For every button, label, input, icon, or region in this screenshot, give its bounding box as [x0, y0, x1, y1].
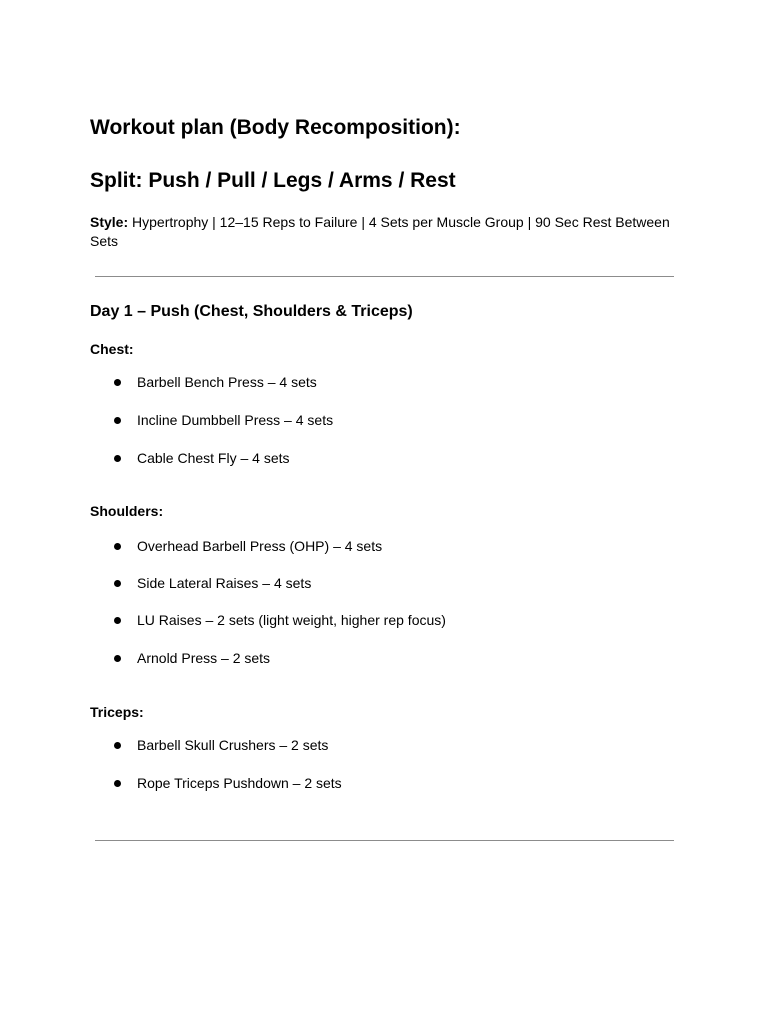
style-label: Style: [90, 214, 129, 230]
bullet-icon [114, 617, 121, 624]
document-title: Workout plan (Body Recomposition): [90, 116, 461, 139]
list-item-text: Arnold Press – 2 sets [137, 650, 271, 666]
list-item [112, 450, 290, 466]
list-item [112, 575, 311, 591]
bullet-icon [114, 417, 121, 424]
group-label-shoulders: Shoulders: [90, 503, 164, 519]
bullet-icon [114, 379, 121, 386]
list-item-text: Overhead Barbell Press (OHP) – 4 sets [137, 538, 383, 554]
list-item [112, 650, 270, 666]
bullet-icon [114, 455, 121, 462]
list-item-text: Rope Triceps Pushdown – 2 sets [137, 775, 342, 791]
group-label-chest: Chest: [90, 341, 134, 357]
list-item-text: Barbell Skull Crushers – 2 sets [137, 737, 329, 753]
bullet-icon [114, 655, 121, 662]
group-label-triceps: Triceps: [90, 704, 144, 720]
style-text: Hypertrophy | 12–15 Reps to Failure | 4 Sets per Muscle Group | 90 Sec Rest Between Sets [90, 214, 670, 249]
list-item-text: Cable Chest Fly – 4 sets [137, 450, 290, 466]
list-item [112, 374, 317, 390]
list-item [112, 775, 342, 791]
bullet-icon [114, 543, 121, 550]
list-item-text: Barbell Bench Press – 4 sets [137, 374, 317, 390]
list-item-text: LU Raises – 2 sets (light weight, higher rep focus) [137, 612, 446, 628]
list-item [112, 737, 328, 753]
horizontal-rule [95, 276, 674, 277]
bullet-icon [114, 742, 121, 749]
list-item-text: Incline Dumbbell Press – 4 sets [137, 412, 334, 428]
split-heading: Split: Push / Pull / Legs / Arms / Rest [90, 169, 456, 192]
list-item [112, 612, 446, 628]
day-1-heading: Day 1 – Push (Chest, Shoulders & Triceps) [90, 303, 413, 320]
list-item [112, 412, 333, 428]
horizontal-rule [95, 840, 674, 841]
style-line [90, 213, 680, 251]
bullet-icon [114, 580, 121, 587]
bullet-icon [114, 780, 121, 787]
list-item [112, 538, 382, 554]
list-item-text: Side Lateral Raises – 4 sets [137, 575, 312, 591]
